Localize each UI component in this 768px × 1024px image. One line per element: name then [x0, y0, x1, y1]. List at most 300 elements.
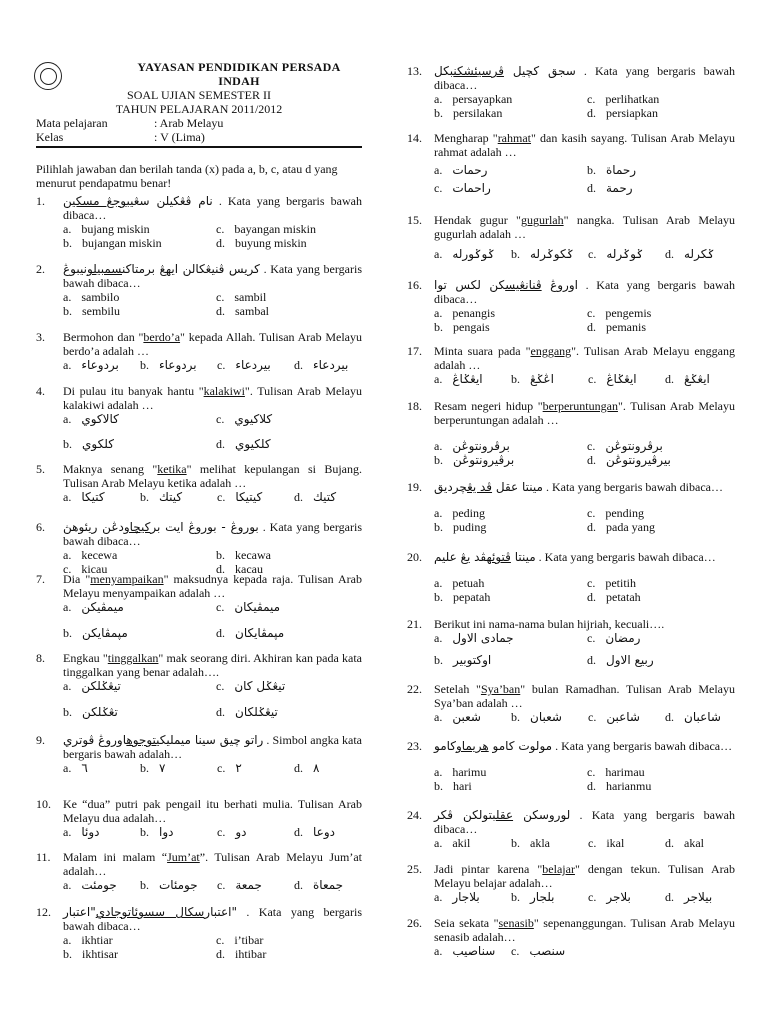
underlined-term: gugurlah: [520, 213, 564, 227]
option-b[interactable]: [140, 825, 173, 839]
option-d[interactable]: [294, 490, 336, 504]
question-stem: [434, 344, 735, 372]
option-c[interactable]: [587, 631, 640, 645]
option-letter: c.: [217, 358, 226, 372]
option-letter: a.: [63, 878, 72, 892]
stem-text: نام ڤڠكيلن سڠي: [130, 194, 213, 208]
option-text: رحمة: [606, 181, 633, 195]
option-d[interactable]: [587, 590, 641, 604]
option-c[interactable]: [587, 306, 651, 320]
option-a[interactable]: [434, 163, 487, 177]
stem-text: کن لکس توا: [434, 278, 506, 292]
option-b[interactable]: [63, 705, 118, 719]
exam-header: [36, 0, 362, 172]
option-text: persiapkan: [606, 106, 658, 120]
stem-text: " dengan tekun. Tulisan Arab Melayu belajar adalah…: [434, 862, 735, 890]
option-b[interactable]: [434, 779, 472, 793]
option-text: سنصب: [529, 944, 566, 958]
option-d[interactable]: [587, 453, 671, 467]
option-letter: b.: [140, 825, 149, 839]
option-text: ikhtisar: [82, 947, 118, 961]
option-b[interactable]: [511, 372, 554, 386]
header-divider: [36, 146, 362, 148]
option-letter: d.: [665, 372, 674, 386]
option-letter: a.: [434, 163, 443, 177]
stem-text: مينتا: [510, 550, 536, 564]
stem-text: Ke “dua” putri pak pengail itu berhati mulia. Tulisan Arab Melayu dua adalah…: [63, 797, 362, 825]
option-d[interactable]: [587, 106, 658, 120]
option-d[interactable]: [587, 779, 651, 793]
question-4: [36, 384, 362, 451]
option-text: كلكوي: [82, 437, 114, 451]
option-b[interactable]: [434, 453, 514, 467]
option-d[interactable]: [587, 320, 646, 334]
option-text: ميمڤيكن: [81, 600, 124, 614]
question-stem: [434, 617, 735, 631]
question-number: 6.: [36, 520, 45, 534]
option-text: ikal: [606, 836, 625, 850]
option-c[interactable]: [587, 576, 636, 590]
option-text: sambal: [235, 304, 269, 318]
stem-text: ". Tulisan Arab Melayu berperuntungan adalah …: [434, 399, 735, 427]
option-c[interactable]: [217, 878, 262, 892]
option-d[interactable]: [216, 705, 278, 719]
option-c[interactable]: [216, 290, 266, 304]
option-letter: a.: [63, 358, 72, 372]
option-d[interactable]: [665, 372, 710, 386]
option-d[interactable]: [216, 437, 271, 451]
question-19: [407, 480, 735, 534]
option-letter: b.: [511, 836, 520, 850]
stem-text: " sepenanggungan. Tulisan Arab Melayu senasib adalah…: [434, 916, 735, 944]
option-c[interactable]: [588, 836, 624, 850]
option-text: pending: [605, 506, 644, 520]
option-letter: b.: [140, 761, 149, 775]
option-a[interactable]: [434, 836, 470, 850]
question-stem: [63, 651, 362, 679]
option-text: بردوعاء: [159, 358, 197, 372]
option-text: bujang miskin: [81, 222, 150, 236]
option-b[interactable]: [140, 490, 182, 504]
subject-value: : Arab Melayu: [154, 116, 224, 130]
option-d[interactable]: [294, 358, 348, 372]
question-26: [407, 916, 735, 958]
stem-text: Hendak gugur ": [434, 213, 521, 227]
question-stem: [63, 905, 362, 933]
option-d[interactable]: [294, 825, 335, 839]
option-text: i’tibar: [234, 933, 264, 947]
option-a[interactable]: [434, 247, 495, 261]
option-d[interactable]: [665, 247, 714, 261]
question-15: [407, 213, 736, 261]
option-text: petitih: [605, 576, 636, 590]
option-letter: b.: [511, 890, 520, 904]
option-letter: d.: [587, 653, 596, 667]
option-b[interactable]: [587, 163, 636, 177]
underlined-term: عقل: [495, 808, 514, 822]
question-stem: [63, 572, 362, 600]
option-text: harimu: [452, 765, 487, 779]
option-text: برڤرونتوڠن: [452, 439, 510, 453]
underlined-term: tinggalkan: [107, 651, 159, 665]
stem-text: اوروڠ: [541, 278, 578, 292]
option-text: ٨: [313, 761, 320, 775]
option-letter: d.: [216, 626, 225, 640]
option-text: pemanis: [606, 320, 646, 334]
option-a[interactable]: [63, 825, 99, 839]
option-letter: b.: [434, 106, 443, 120]
option-d[interactable]: [665, 890, 712, 904]
option-a[interactable]: [434, 765, 486, 779]
stem-text: " maksudnya kepada raja. Tulisan Arab Melayu menyampaikan adalah …: [63, 572, 362, 600]
option-text: كيتيكا: [235, 490, 263, 504]
question-number: 24.: [407, 808, 422, 822]
stem-text: "اعتبار": [63, 905, 238, 919]
question-stem: [63, 384, 362, 412]
option-a[interactable]: [63, 761, 88, 775]
option-text: بلجار: [530, 890, 555, 904]
option-b[interactable]: [434, 653, 491, 667]
option-text: pengais: [453, 320, 490, 334]
stem-text: . Kata yang bergaris bawah dibaca…: [434, 64, 735, 92]
option-letter: b.: [434, 453, 443, 467]
question-5: [36, 462, 362, 504]
option-letter: b.: [63, 947, 72, 961]
option-text: kecewa: [81, 548, 118, 562]
option-a[interactable]: [63, 679, 121, 693]
option-a[interactable]: [434, 944, 495, 958]
exam-year: TAHUN PELAJARAN 2011/2012: [115, 102, 283, 116]
option-c[interactable]: [434, 181, 491, 195]
question-10: [36, 797, 362, 839]
option-d[interactable]: [216, 236, 307, 250]
question-number: 2.: [36, 262, 45, 276]
option-c[interactable]: [216, 412, 272, 426]
option-b[interactable]: [63, 304, 120, 318]
option-d[interactable]: [216, 626, 284, 640]
option-b[interactable]: [511, 247, 574, 261]
stem-text: دڠن ريئوهڽ: [63, 520, 124, 534]
option-letter: a.: [63, 290, 72, 304]
option-letter: a.: [63, 933, 72, 947]
option-letter: d.: [587, 453, 596, 467]
option-text: pada yang: [606, 520, 655, 534]
option-letter: c.: [587, 765, 596, 779]
option-letter: b.: [63, 236, 72, 250]
question-number: 3.: [36, 330, 45, 344]
option-letter: a.: [63, 600, 72, 614]
underlined-term: Jum’at: [167, 850, 200, 864]
stem-text: بكل: [434, 64, 454, 78]
stem-text: . Kata yang bergaris bawah dibaca…: [552, 739, 733, 753]
option-a[interactable]: [434, 372, 483, 386]
underlined-term: بوجڠ مسكين: [63, 194, 131, 208]
option-text: petatah: [606, 590, 641, 604]
option-text: ٧: [159, 761, 166, 775]
option-letter: a.: [63, 679, 72, 693]
option-c[interactable]: [587, 506, 644, 520]
option-letter: b.: [587, 163, 596, 177]
option-c[interactable]: [588, 372, 637, 386]
option-letter: d.: [665, 710, 674, 724]
stem-text: " bulan Ramadhan. Tulisan Arab Melayu Sya’ban adalah …: [434, 682, 736, 710]
option-text: تڠݢلكن: [82, 705, 118, 719]
option-letter: d.: [216, 236, 225, 250]
option-text: ربيع الاول: [606, 653, 654, 667]
underlined-term: هريماو: [456, 739, 489, 753]
question-number: 18.: [407, 399, 422, 413]
question-3: [36, 330, 362, 372]
option-a[interactable]: [63, 222, 150, 236]
option-letter: b.: [434, 520, 443, 534]
stem-text: كريس ڤنيڠكالن ايهڠ برمتاكن: [122, 262, 260, 276]
option-c[interactable]: [588, 890, 631, 904]
option-d[interactable]: [665, 710, 721, 724]
option-text: راحمات: [452, 181, 491, 195]
option-text: كلكيوي: [235, 437, 271, 451]
option-letter: d.: [665, 836, 674, 850]
option-text: تيڠݢلكان: [235, 705, 278, 719]
stem-text: Mengharap ": [434, 131, 498, 145]
option-letter: b.: [63, 626, 72, 640]
option-c[interactable]: [588, 710, 640, 724]
school-logo-icon: [34, 62, 62, 90]
option-text: مڽمڤايكان: [235, 626, 285, 640]
option-text: petuah: [452, 576, 485, 590]
option-c[interactable]: [587, 92, 659, 106]
option-a[interactable]: [63, 878, 117, 892]
option-text: شعبن: [452, 710, 481, 724]
stem-text: سجق كچيل: [503, 64, 576, 78]
question-number: 15.: [407, 213, 422, 227]
option-a[interactable]: [434, 506, 485, 520]
option-text: كالاكوي: [81, 412, 119, 426]
option-c[interactable]: [216, 679, 285, 693]
option-d[interactable]: [587, 653, 654, 667]
option-text: مڽمڤايكن: [82, 626, 128, 640]
option-b[interactable]: [511, 710, 562, 724]
option-d[interactable]: [587, 520, 655, 534]
option-b[interactable]: [511, 890, 555, 904]
option-b[interactable]: [434, 590, 490, 604]
question-stem: [63, 462, 362, 490]
option-a[interactable]: [434, 890, 480, 904]
option-letter: d.: [587, 520, 596, 534]
exam-title: SOAL UJIAN SEMESTER II: [127, 88, 271, 102]
option-text: sembilu: [82, 304, 120, 318]
stem-text: Jadi pintar karena ": [434, 862, 543, 876]
option-text: دو: [235, 825, 247, 839]
option-letter: c.: [511, 944, 520, 958]
stem-text: اعتبار: [204, 905, 232, 919]
option-a[interactable]: [434, 306, 495, 320]
option-text: persilakan: [453, 106, 503, 120]
option-a[interactable]: [434, 631, 514, 645]
option-letter: d.: [294, 358, 303, 372]
option-letter: b.: [216, 548, 225, 562]
option-letter: a.: [434, 372, 443, 386]
option-a[interactable]: [63, 412, 119, 426]
option-b[interactable]: [63, 626, 128, 640]
option-c[interactable]: [216, 222, 316, 236]
option-text: تيڠݢلكن: [81, 679, 121, 693]
option-c[interactable]: [511, 944, 565, 958]
option-b[interactable]: [511, 836, 550, 850]
question-stem: [63, 850, 362, 878]
stem-text: Berikut ini nama-nama bulan hijriah, kecuali….: [434, 617, 665, 631]
option-b[interactable]: [63, 236, 162, 250]
option-letter: d.: [587, 181, 596, 195]
option-letter: d.: [216, 437, 225, 451]
option-letter: d.: [216, 304, 225, 318]
left-column: [36, 0, 363, 961]
option-c[interactable]: [216, 933, 263, 947]
option-letter: b.: [140, 358, 149, 372]
question-number: 13.: [407, 64, 422, 78]
option-b[interactable]: [140, 761, 165, 775]
option-c[interactable]: [217, 358, 271, 372]
question-stem: [434, 808, 735, 836]
option-text: kicau: [81, 562, 108, 576]
option-a[interactable]: [434, 576, 484, 590]
option-b[interactable]: [434, 320, 490, 334]
option-text: بيلاجر: [684, 890, 713, 904]
option-letter: d.: [294, 878, 303, 892]
option-text: كتيك: [313, 490, 337, 504]
option-d[interactable]: [294, 878, 343, 892]
class-row: [36, 130, 205, 144]
option-c[interactable]: [587, 439, 663, 453]
option-b[interactable]: [434, 106, 502, 120]
option-c[interactable]: [217, 761, 242, 775]
question-number: 19.: [407, 480, 422, 494]
option-c[interactable]: [217, 825, 246, 839]
stem-text: " kepada Allah. Tulisan Arab Melayu berdo’a adalah …: [63, 330, 362, 358]
option-text: sambil: [234, 290, 267, 304]
option-letter: c.: [434, 181, 443, 195]
option-text: akla: [530, 836, 550, 850]
option-letter: a.: [434, 439, 443, 453]
option-d[interactable]: [294, 761, 319, 775]
option-letter: d.: [216, 947, 225, 961]
stem-text: Minta suara pada ": [434, 344, 531, 358]
option-a[interactable]: [434, 710, 481, 724]
option-text: تيڠݢل كان: [234, 679, 286, 693]
question-number: 7.: [36, 572, 45, 586]
option-text: شاعبان: [684, 710, 721, 724]
option-d[interactable]: [216, 304, 269, 318]
option-text: pepatah: [453, 590, 491, 604]
stem-text: Bermohon dan ": [63, 330, 144, 344]
option-letter: b.: [63, 437, 72, 451]
option-text: pengemis: [605, 306, 652, 320]
stem-text: Maknya senang ": [63, 462, 158, 476]
option-text: بلاجار: [452, 890, 480, 904]
option-c[interactable]: [588, 247, 643, 261]
option-a[interactable]: [434, 439, 510, 453]
option-c[interactable]: [587, 765, 645, 779]
class-value: : V (Lima): [154, 130, 205, 144]
option-letter: d.: [587, 106, 596, 120]
option-letter: a.: [63, 761, 72, 775]
option-text: بيردعاء: [235, 358, 271, 372]
stem-text: لوروسكن: [513, 808, 571, 822]
option-d[interactable]: [216, 947, 266, 961]
option-b[interactable]: [434, 520, 486, 534]
option-b[interactable]: [63, 947, 118, 961]
option-text: ݢکرله: [684, 247, 715, 261]
stem-text: ”. Tulisan Arab Melayu Jum’at adalah…: [63, 850, 363, 878]
option-a[interactable]: [63, 490, 105, 504]
option-c[interactable]: [216, 600, 280, 614]
option-b[interactable]: [63, 437, 114, 451]
option-text: buyung miskin: [235, 236, 307, 250]
option-text: رحماة: [606, 163, 637, 177]
stem-text: Di pulau itu banyak hantu ": [63, 384, 204, 398]
option-letter: a.: [63, 412, 72, 426]
option-a[interactable]: [63, 358, 119, 372]
option-letter: c.: [588, 372, 597, 386]
question-number: 4.: [36, 384, 45, 398]
option-letter: a.: [434, 890, 443, 904]
underlined-term: ڤرسيئشكن: [453, 64, 504, 78]
question-number: 26.: [407, 916, 422, 930]
underlined-term: rahmat: [497, 131, 532, 145]
option-b[interactable]: [140, 358, 197, 372]
question-stem: [434, 64, 735, 92]
option-letter: c.: [588, 710, 597, 724]
option-letter: a.: [63, 490, 72, 504]
underlined-term: سکال سسوئاتوجادي: [95, 905, 205, 919]
option-a[interactable]: [63, 290, 119, 304]
option-text: persayapkan: [452, 92, 513, 106]
option-text: ݢوݢورله: [452, 247, 495, 261]
option-letter: a.: [63, 548, 72, 562]
option-text: دوئا: [81, 825, 100, 839]
question-number: 20.: [407, 550, 422, 564]
option-letter: c.: [216, 600, 225, 614]
stem-text: . Kata yang bergaris bawah dibaca…: [535, 550, 716, 564]
option-c[interactable]: [217, 490, 262, 504]
option-d[interactable]: [665, 836, 704, 850]
question-number: 11.: [36, 850, 51, 864]
option-letter: b.: [511, 247, 520, 261]
option-text: ميمڤيكان: [234, 600, 281, 614]
question-stem: [434, 399, 735, 427]
stem-text: . Kata yang bergaris bawah dibaca…: [434, 808, 735, 836]
option-b[interactable]: [216, 548, 271, 562]
option-b[interactable]: [140, 878, 198, 892]
question-number: 9.: [36, 733, 45, 747]
underlined-term: menyampaikan: [90, 572, 164, 586]
underlined-term: senasib: [498, 916, 534, 930]
option-a[interactable]: [63, 548, 117, 562]
option-letter: d.: [294, 825, 303, 839]
question-24: [407, 808, 735, 850]
option-a[interactable]: [63, 933, 113, 947]
question-number: 10.: [36, 797, 51, 811]
underlined-term: ڤتوئه: [486, 550, 511, 564]
option-letter: d.: [587, 320, 596, 334]
question-number: 23.: [407, 739, 422, 753]
option-a[interactable]: [434, 92, 512, 106]
option-d[interactable]: [587, 181, 633, 195]
question-20: [407, 550, 735, 604]
question-stem: [63, 520, 362, 548]
option-text: bujangan miskin: [82, 236, 162, 250]
option-a[interactable]: [63, 600, 124, 614]
option-text: جمادى الاول: [452, 631, 514, 645]
